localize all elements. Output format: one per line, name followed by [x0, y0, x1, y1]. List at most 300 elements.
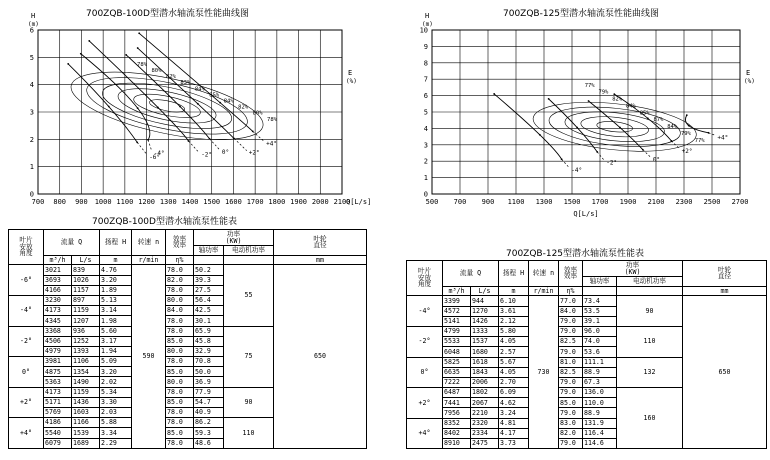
flow-m3h-cell: 4506 — [44, 336, 72, 346]
curve-extension — [597, 152, 604, 160]
x-tick-label: 1600 — [224, 198, 242, 206]
blade-angle-label: -2° — [201, 151, 213, 159]
flow-m3h-cell: 7222 — [443, 377, 471, 387]
x-tick-label: 1900 — [619, 198, 637, 206]
x-tick-label: 1900 — [290, 198, 308, 206]
flow-ls-cell: 2067 — [471, 398, 499, 408]
data-point — [708, 132, 710, 134]
x-tick-label: 800 — [53, 198, 67, 206]
y-tick-label: 6 — [423, 92, 428, 101]
y-tick-label: 9 — [423, 42, 428, 51]
table-title-right: 700ZQB-125型潜水轴流泵性能表 — [506, 249, 645, 259]
data-point — [252, 131, 254, 133]
flow-m3h-cell: 5363 — [44, 377, 72, 387]
head-cell: 5.34 — [100, 387, 132, 397]
header-speed: 转速 n — [132, 230, 166, 256]
header-efficiency: 效率 效率 — [166, 230, 194, 256]
efficiency-label: 82% — [612, 96, 623, 103]
flow-ls-cell: 1436 — [72, 397, 100, 407]
efficiency-cell: 78.0 — [166, 387, 194, 397]
blade-angle-cell: -6° — [9, 265, 44, 296]
efficiency-axis-unit: (%) — [744, 78, 755, 85]
efficiency-label: 78% — [267, 116, 277, 123]
efficiency-cell: 80.0 — [166, 295, 194, 305]
unit-eff: η% — [166, 255, 194, 265]
head-cell: 3.30 — [100, 397, 132, 407]
y-tick-label: 7 — [423, 75, 428, 84]
flow-m3h-cell: 3368 — [44, 326, 72, 336]
header-motor-power: 电动机功率 — [617, 277, 683, 287]
head-cell: 3.14 — [100, 306, 132, 316]
data-point — [137, 47, 139, 49]
shaft-power-cell: 73.4 — [583, 296, 617, 306]
shaft-power-cell: 111.1 — [583, 357, 617, 367]
head-cell: 5.09 — [100, 357, 132, 367]
x-tick-label: 2100 — [647, 198, 665, 206]
shaft-power-cell: 88.9 — [583, 408, 617, 418]
x-tick-label: 2500 — [703, 198, 721, 206]
header-head: 扬程 H — [100, 230, 132, 256]
head-cell: 5.13 — [100, 295, 132, 305]
efficiency-cell: 82.5 — [559, 367, 583, 377]
y-tick-label: 3 — [29, 108, 34, 117]
head-cell: 5.80 — [499, 326, 529, 336]
head-cell: 2.12 — [499, 316, 529, 326]
flow-ls-cell: 2475 — [471, 439, 499, 449]
efficiency-label: 84% — [625, 103, 636, 110]
efficiency-label: 79% — [598, 89, 609, 96]
head-cell: 2.70 — [499, 377, 529, 387]
efficiency-label: 82% — [165, 74, 176, 81]
blade-angle-label: -6° — [149, 153, 161, 161]
efficiency-label: 77% — [694, 137, 705, 144]
efficiency-axis-label: E — [348, 69, 353, 77]
curve-extension — [137, 142, 147, 155]
blade-angle-cell: +2° — [9, 387, 44, 418]
efficiency-cell: 84.0 — [166, 306, 194, 316]
motor-power-cell: 160 — [617, 388, 683, 449]
motor-power-cell: 55 — [224, 265, 274, 326]
head-cell: 4.81 — [499, 418, 529, 428]
efficiency-cell: 85.0 — [166, 397, 194, 407]
head-cell: 4.05 — [499, 337, 529, 347]
header-shaft-power: 轴功率 — [583, 277, 617, 287]
unit-ls: L/s — [471, 286, 499, 296]
shaft-power-cell: 77.9 — [194, 387, 224, 397]
flow-ls-cell: 1539 — [72, 428, 100, 438]
x-tick-label: 1200 — [138, 198, 156, 206]
efficiency-cell: 80.0 — [166, 346, 194, 356]
efficiency-cell: 78.0 — [166, 265, 194, 275]
flow-m3h-cell: 6487 — [443, 388, 471, 398]
data-point — [642, 149, 644, 151]
shaft-power-cell: 40.9 — [194, 408, 224, 418]
flow-ls-cell: 1426 — [471, 316, 499, 326]
blade-angle-curve — [494, 94, 561, 159]
flow-m3h-cell: 3230 — [44, 295, 72, 305]
shaft-power-cell: 48.6 — [194, 438, 224, 448]
shaft-power-cell: 54.7 — [194, 397, 224, 407]
x-tick-label: 1500 — [203, 198, 221, 206]
unit-m3h: m³/h — [443, 286, 471, 296]
x-tick-label: 2300 — [675, 198, 693, 206]
data-point — [619, 127, 621, 129]
efficiency-cell: 85.0 — [166, 367, 194, 377]
flow-m3h-cell: 5171 — [44, 397, 72, 407]
flow-ls-cell: 1159 — [72, 306, 100, 316]
unit-m: m — [499, 286, 529, 296]
flow-ls-cell: 1270 — [471, 306, 499, 316]
header-speed: 转速 n — [529, 261, 559, 287]
efficiency-label: 84% — [667, 124, 678, 131]
table-row — [407, 296, 767, 306]
efficiency-cell: 85.0 — [166, 428, 194, 438]
flow-ls-cell: 2320 — [471, 418, 499, 428]
blade-angle-cell: +4° — [407, 418, 443, 449]
unit-blank — [224, 255, 274, 265]
head-cell: 3.34 — [100, 428, 132, 438]
data-point — [539, 134, 541, 136]
data-point — [548, 98, 550, 100]
efficiency-cell: 78.0 — [166, 418, 194, 428]
curve-extension — [253, 131, 264, 141]
flow-m3h-cell: 3693 — [44, 275, 72, 285]
impeller-diameter-cell: 650 — [683, 296, 767, 449]
header-flow: 流量 Q — [443, 261, 499, 287]
x-axis-label: Q[L/s] — [346, 198, 372, 206]
x-tick-label: 700 — [453, 198, 467, 206]
data-point — [88, 40, 90, 42]
x-tick-label: 1300 — [159, 198, 177, 206]
flow-m3h-cell: 4173 — [44, 387, 72, 397]
shaft-power-cell: 74.0 — [583, 337, 617, 347]
flow-ls-cell: 1680 — [471, 347, 499, 357]
data-point — [67, 63, 69, 65]
y-tick-label: 0 — [423, 190, 428, 199]
blade-angle-label: -4° — [153, 149, 165, 157]
efficiency-label: 79% — [680, 130, 691, 137]
efficiency-cell: 78.0 — [166, 326, 194, 336]
head-cell: 6.09 — [499, 388, 529, 398]
efficiency-cell: 83.0 — [559, 418, 583, 428]
data-point — [219, 102, 221, 104]
data-point — [188, 140, 190, 142]
y-tick-label: 1 — [29, 163, 34, 172]
flow-ls-cell: 1618 — [471, 357, 499, 367]
x-tick-label: 1300 — [535, 198, 553, 206]
efficiency-label: 80% — [252, 110, 263, 117]
head-cell: 2.03 — [100, 408, 132, 418]
head-cell: 5.67 — [499, 357, 529, 367]
head-cell: 3.20 — [100, 367, 132, 377]
data-point — [596, 151, 598, 153]
shaft-power-cell: 39.3 — [194, 275, 224, 285]
efficiency-cell: 78.0 — [166, 438, 194, 448]
flow-ls-cell: 1166 — [72, 418, 100, 428]
flow-ls-cell: 1393 — [72, 346, 100, 356]
head-cell: 4.05 — [499, 367, 529, 377]
head-cell: 3.73 — [499, 439, 529, 449]
performance-table-right — [406, 260, 767, 449]
flow-ls-cell: 839 — [72, 265, 100, 275]
unit-eff: η% — [559, 286, 583, 296]
data-point — [493, 93, 495, 95]
y-tick-label: 6 — [29, 26, 34, 35]
efficiency-cell: 82.5 — [559, 337, 583, 347]
shaft-power-cell: 114.6 — [583, 439, 617, 449]
efficiency-cell: 85.0 — [166, 336, 194, 346]
flow-ls-cell: 1689 — [72, 438, 100, 448]
shaft-power-cell: 36.9 — [194, 377, 224, 387]
flow-ls-cell: 1106 — [72, 357, 100, 367]
efficiency-cell: 79.0 — [559, 326, 583, 336]
shaft-power-cell: 96.0 — [583, 326, 617, 336]
efficiency-cell: 79.0 — [559, 408, 583, 418]
x-tick-label: 700 — [31, 198, 45, 206]
flow-m3h-cell: 8402 — [443, 428, 471, 438]
y-tick-label: 2 — [423, 157, 428, 166]
y-tick-label: 5 — [423, 108, 428, 117]
efficiency-cell: 79.0 — [559, 347, 583, 357]
header-shaft-power: 轴功率 — [194, 246, 224, 256]
flow-m3h-cell: 3981 — [44, 357, 72, 367]
data-point — [686, 114, 688, 116]
flow-ls-cell: 1802 — [471, 388, 499, 398]
curve-extension — [234, 139, 247, 151]
flow-m3h-cell: 3399 — [443, 296, 471, 306]
x-tick-label: 1700 — [591, 198, 609, 206]
head-cell: 3.24 — [499, 408, 529, 418]
shaft-power-cell: 45.8 — [194, 336, 224, 346]
unit-m3h: m³/h — [44, 255, 72, 265]
speed-cell: 590 — [132, 265, 166, 448]
head-cell: 1.98 — [100, 316, 132, 326]
motor-power-cell: 90 — [224, 387, 274, 418]
shaft-power-cell: 110.0 — [583, 398, 617, 408]
efficiency-cell: 85.0 — [559, 398, 583, 408]
head-cell: 4.17 — [499, 428, 529, 438]
motor-power-cell: 90 — [617, 296, 683, 327]
blade-angle-curve — [138, 48, 234, 138]
blade-angle-label: 0° — [652, 156, 661, 164]
flow-m3h-cell: 4875 — [44, 367, 72, 377]
flow-m3h-cell: 3021 — [44, 265, 72, 275]
shaft-power-cell: 86.2 — [194, 418, 224, 428]
x-axis-label: Q[L/s] — [573, 210, 599, 218]
y-axis-label: H — [31, 12, 36, 20]
data-point — [197, 103, 199, 105]
header-impeller: 叶轮 直径 — [683, 261, 767, 287]
flow-m3h-cell: 6048 — [443, 347, 471, 357]
shaft-power-cell: 50.2 — [194, 265, 224, 275]
efficiency-cell: 81.0 — [559, 357, 583, 367]
flow-ls-cell: 2210 — [471, 408, 499, 418]
x-tick-label: 2700 — [731, 198, 749, 206]
efficiency-cell: 82.0 — [559, 428, 583, 438]
blade-angle-label: 0° — [221, 149, 230, 157]
x-tick-label: 1800 — [268, 198, 286, 206]
flow-m3h-cell: 8352 — [443, 418, 471, 428]
efficiency-cell: 79.0 — [559, 388, 583, 398]
curve-extension — [562, 159, 570, 168]
data-point — [613, 93, 615, 95]
efficiency-cell: 77.0 — [559, 296, 583, 306]
unit-mm: mm — [274, 255, 367, 265]
y-tick-label: 4 — [29, 81, 34, 90]
shaft-power-cell: 53.6 — [583, 347, 617, 357]
flow-ls-cell: 1159 — [72, 387, 100, 397]
flow-m3h-cell: 5825 — [443, 357, 471, 367]
shaft-power-cell: 67.3 — [583, 377, 617, 387]
flow-m3h-cell: 6635 — [443, 367, 471, 377]
header-impeller: 叶轮 直径 — [274, 230, 367, 256]
head-cell: 3.17 — [100, 336, 132, 346]
flow-m3h-cell: 4979 — [44, 346, 72, 356]
efficiency-label: 85% — [639, 110, 650, 117]
data-point — [136, 141, 138, 143]
shaft-power-cell: 53.5 — [583, 306, 617, 316]
flow-m3h-cell: 5540 — [44, 428, 72, 438]
head-cell: 3.61 — [499, 306, 529, 316]
data-point — [147, 139, 149, 141]
efficiency-cell: 78.0 — [166, 316, 194, 326]
data-point — [576, 127, 578, 129]
blade-angle-cell: +2° — [407, 388, 443, 419]
flow-m3h-cell: 4345 — [44, 316, 72, 326]
shaft-power-cell: 56.4 — [194, 295, 224, 305]
flow-m3h-cell: 4166 — [44, 285, 72, 295]
head-cell: 4.76 — [100, 265, 132, 275]
shaft-power-cell: 116.4 — [583, 428, 617, 438]
data-point — [108, 106, 110, 108]
y-tick-label: 4 — [423, 124, 428, 133]
unit-blank — [194, 255, 224, 265]
curve-extension — [210, 139, 220, 150]
flow-ls-cell: 1490 — [72, 377, 100, 387]
flow-m3h-cell: 4173 — [44, 306, 72, 316]
shaft-power-cell: 32.9 — [194, 346, 224, 356]
unit-ls: L/s — [72, 255, 100, 265]
x-tick-label: 2000 — [311, 198, 329, 206]
y-tick-label: 1 — [423, 174, 428, 183]
blade-angle-cell: +4° — [9, 418, 44, 449]
y-tick-label: 0 — [29, 190, 34, 199]
efficiency-contour — [580, 114, 650, 140]
header-efficiency: 效率 效率 — [559, 261, 583, 287]
flow-ls-cell: 944 — [471, 296, 499, 306]
efficiency-label: 84% — [223, 98, 234, 105]
efficiency-cell: 79.0 — [559, 377, 583, 387]
x-tick-label: 1400 — [181, 198, 199, 206]
data-point — [80, 53, 82, 55]
blade-angle-label: +4° — [717, 134, 729, 142]
flow-m3h-cell: 4572 — [443, 306, 471, 316]
flow-m3h-cell: 5533 — [443, 337, 471, 347]
blade-angle-label: +4° — [266, 140, 277, 148]
motor-power-cell: 110 — [224, 418, 274, 449]
data-point — [647, 117, 649, 119]
flow-m3h-cell: 8910 — [443, 439, 471, 449]
y-tick-label: 2 — [29, 135, 34, 144]
efficiency-cell: 79.0 — [559, 316, 583, 326]
impeller-diameter-cell: 650 — [274, 265, 367, 448]
y-axis-unit: (m) — [28, 21, 39, 28]
flow-m3h-cell: 4186 — [44, 418, 72, 428]
efficiency-cell: 78.0 — [166, 408, 194, 418]
blade-angle-label: -4° — [571, 166, 583, 174]
head-cell: 6.10 — [499, 296, 529, 306]
efficiency-contour — [596, 120, 633, 134]
data-point — [179, 106, 181, 108]
blade-angle-label: +2° — [248, 149, 260, 157]
curve-extension — [148, 140, 152, 151]
efficiency-axis-unit: (%) — [346, 78, 357, 85]
y-axis-unit: (m) — [422, 21, 433, 28]
y-tick-label: 3 — [423, 141, 428, 150]
flow-ls-cell: 1026 — [72, 275, 100, 285]
efficiency-cell: 78.0 — [166, 357, 194, 367]
x-tick-label: 2100 — [333, 198, 351, 206]
shaft-power-cell: 30.1 — [194, 316, 224, 326]
shaft-power-cell: 65.9 — [194, 326, 224, 336]
x-tick-label: 900 — [75, 198, 88, 206]
efficiency-cell: 80.0 — [166, 377, 194, 387]
efficiency-contour — [564, 108, 666, 146]
flow-m3h-cell: 5141 — [443, 316, 471, 326]
table-title-left: 700ZQB-100D型潜水轴流泵性能表 — [92, 217, 237, 227]
flow-m3h-cell: 6079 — [44, 438, 72, 448]
shaft-power-cell: 50.0 — [194, 367, 224, 377]
head-cell: 2.29 — [100, 438, 132, 448]
header-head: 扬程 H — [499, 261, 529, 287]
head-cell: 2.57 — [499, 347, 529, 357]
flow-ls-cell: 1207 — [72, 316, 100, 326]
header-flow: 流量 Q — [44, 230, 100, 256]
x-tick-label: 500 — [425, 198, 439, 206]
efficiency-label: 83% — [180, 80, 191, 87]
efficiency-cell: 78.0 — [166, 285, 194, 295]
y-tick-label: 10 — [419, 26, 428, 35]
flow-ls-cell: 1157 — [72, 285, 100, 295]
header-angle: 叶片 安放 角度 — [407, 261, 443, 296]
blade-angle-label: -2° — [606, 159, 618, 167]
x-tick-label: 900 — [481, 198, 495, 206]
data-point — [125, 54, 127, 56]
x-tick-label: 1000 — [94, 198, 112, 206]
efficiency-cell: 79.0 — [559, 439, 583, 449]
unit-blank — [583, 286, 617, 296]
head-cell: 4.62 — [499, 398, 529, 408]
head-cell: 1.94 — [100, 346, 132, 356]
header-angle: 叶片 安放 角度 — [9, 230, 44, 265]
efficiency-contour — [99, 74, 236, 138]
flow-ls-cell: 1333 — [471, 326, 499, 336]
flow-ls-cell: 1252 — [72, 336, 100, 346]
table-row — [9, 265, 367, 275]
shaft-power-cell: 88.9 — [583, 367, 617, 377]
head-cell: 5.60 — [100, 326, 132, 336]
flow-ls-cell: 2006 — [471, 377, 499, 387]
unit-blank — [617, 286, 683, 296]
efficiency-axis-label: E — [746, 69, 751, 77]
blade-angle-cell: -4° — [9, 295, 44, 326]
head-cell: 1.89 — [100, 285, 132, 295]
shaft-power-cell: 27.5 — [194, 285, 224, 295]
y-tick-label: 8 — [423, 59, 428, 68]
unit-m: m — [100, 255, 132, 265]
flow-m3h-cell: 5769 — [44, 408, 72, 418]
efficiency-label: 77% — [584, 82, 595, 89]
